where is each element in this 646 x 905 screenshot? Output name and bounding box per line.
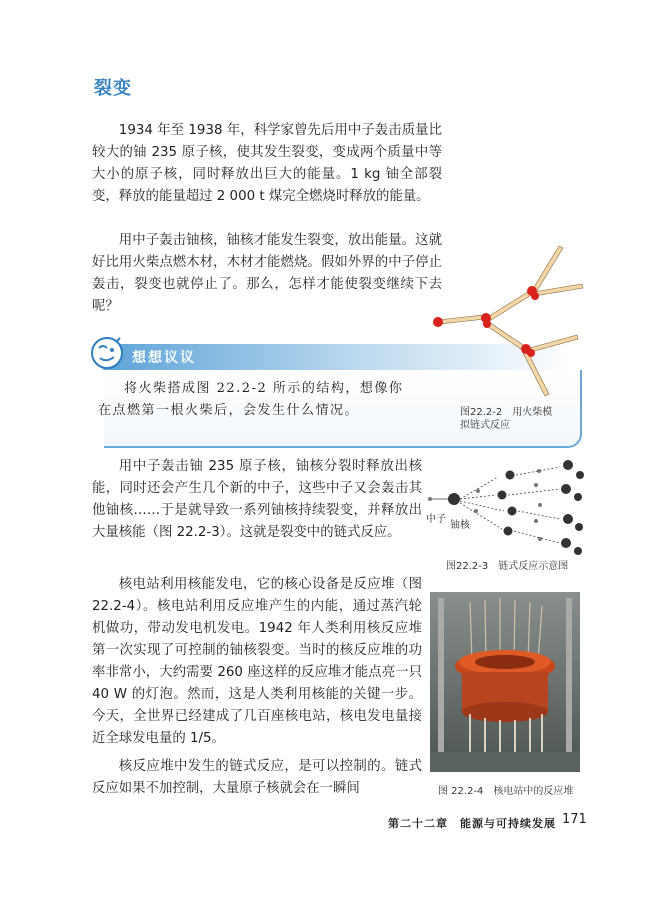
figure-22-2-3-caption: 图22.2-3 链式反应示意图 (446, 561, 569, 572)
paragraph-nuclear-power-station: 核电站利用核能发电，它的核心设备是反应堆（图 22.2-4）。核电站利用反应堆产生的内能，通过蒸汽轮机做功，带动发电机发电。1942 年人类利用核反应堆第一次实现了可控制的铀核裂变。当时的核反应堆的功率非常小，大约需要 260 座这样的反应堆才能点亮一只 40 W 的灯泡。然而，这是人类利用核能的关键一步。今天，全世界已经建成了几百座核电站，核电发电量接近全球发电量的 1/5。 (92, 577, 422, 746)
figure-22-2-2-caption: 图22.2-2 用火柴模拟链式反应 (460, 407, 553, 431)
discussion-title: 想想议议 (132, 350, 196, 366)
paragraph-neutron-analogy: 用中子轰击铀核，铀核才能发生裂变，放出能量。这就好比用火柴点燃木材，木材才能燃烧。假如外界的中子停止轰击，裂变也就停止了。那么，怎样才能使裂变继续下去呢？ (92, 233, 442, 314)
figure-match-chain (424, 240, 594, 420)
figure-22-2-4-caption: 图 22.2-4 核电站中的反应堆 (438, 786, 574, 797)
section-title: 裂变 (94, 78, 132, 99)
discussion-icon (90, 336, 124, 370)
paragraph-chain-reaction: 用中子轰击铀 235 原子核，铀核分裂时释放出核能，同时还会产生几个新的中子，这些中子又会轰击其他铀核……于是就导致一系列铀核持续裂变，并释放出大量核能（图 22.2-3）。这就是裂变中的链式反应。 (92, 459, 422, 540)
paragraph-fission-history: 1934 年至 1938 年，科学家曾先后用中子轰击质量比较大的铀 235 原子核，使其发生裂变，变成两个质量中等大小的原子核，同时释放出巨大的能量。1 kg 铀全部裂变，释放的能量超过 2 000 t 煤完全燃烧时释放的能量。 (92, 123, 442, 204)
discussion-text: 将火柴搭成图 22.2-2 所示的结构，想像你在点燃第一根火柴后，会发生什么情况。 (98, 381, 404, 418)
label-neutron: 中子 (426, 514, 446, 525)
paragraph-controlled-reaction: 核反应堆中发生的链式反应，是可以控制的。链式反应如果不加控制，大量原子核就会在一瞬间 (92, 759, 422, 796)
footer-chapter: 第二十二章 能源与可持续发展 (388, 817, 556, 830)
label-uranium-nucleus: 铀核 (450, 520, 470, 531)
figure-chain-reaction-diagram (418, 455, 588, 560)
figure-reactor-photo (430, 592, 580, 772)
page-number: 171 (562, 812, 587, 827)
